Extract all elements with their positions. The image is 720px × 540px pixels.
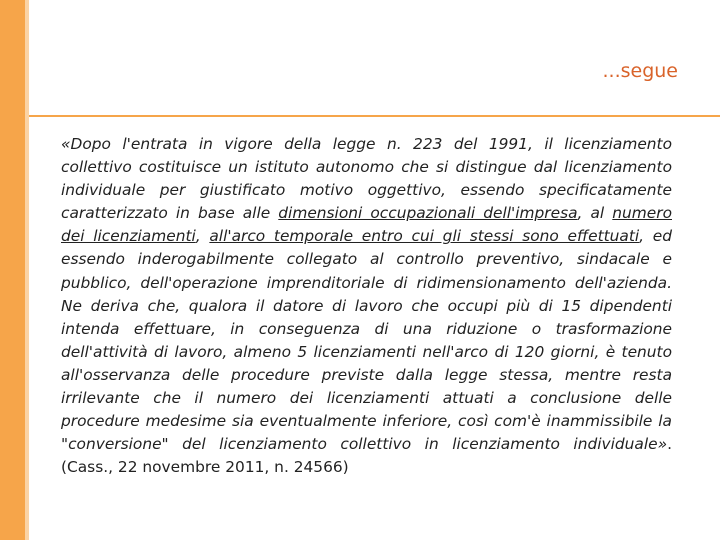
quote-part-1: «Dopo l'entrata in vigore della legge n. 223 del 1991, il licenziamento collettivo costituisce un istituto autonomo che si distingue dal licenziamento individuale per giustificato motivo oggettivo, essendo specificatamente caratterizzato in base alle: [61, 135, 672, 223]
quote-underline-2: numero dei licenziamenti: [61, 204, 672, 246]
quote-underline-3: all'arco temporale entro cui gli stessi sono effettuati: [209, 227, 640, 246]
quote-text: [61, 133, 672, 479]
quote-part-4: , ed essendo inderogabilmente collegato al controllo preventivo, sindacale e pubblico, dell'operazione imprenditoriale di ridimensionamento dell'azienda. Ne deriva che, qualora il datore di lavoro che occupi più di 15 dipendenti intenda effettuare, in conseguenza di una riduzione o trasformazione dell'attività di lavoro, almeno 5 licenziamenti nell'arco di 120 giorni, è tenuto all'osservanza delle procedure previste dalla legge stessa, mentre resta irrilevante che il numero dei licenziamenti attuati a conclusione delle procedure medesime sia eventualmente inferiore, così com'è inammissibile la "conversione" del licenziamento collettivo in licenziamento individuale»: [61, 227, 672, 454]
left-accent-bar-light: [25, 0, 29, 540]
quote-part-2: , al: [577, 204, 613, 223]
left-accent-bar: [0, 0, 25, 540]
citation: . (Cass., 22 novembre 2011, n. 24566): [61, 435, 672, 477]
slide-title: ...segue: [602, 60, 678, 82]
quote-part-3: ,: [195, 227, 210, 246]
quote-underline-1: dimensioni occupazionali dell'impresa: [278, 204, 578, 223]
header-divider: [29, 115, 720, 117]
